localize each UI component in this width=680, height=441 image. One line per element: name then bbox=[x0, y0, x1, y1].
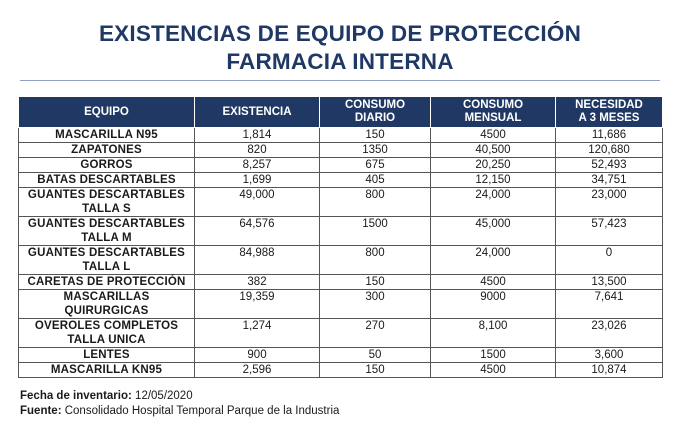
cell-existencia: 49,000 bbox=[195, 188, 320, 217]
cell-necesidad: 10,874 bbox=[556, 363, 663, 378]
header-necesidad-line1: NECESIDAD bbox=[575, 99, 643, 111]
table-row bbox=[19, 158, 663, 173]
equipo-line1: BATAS DESCARTABLES bbox=[37, 174, 176, 186]
equipo-line2: TALLA M bbox=[81, 232, 132, 244]
equipo-line2: TALLA L bbox=[82, 261, 131, 273]
cell-equipo bbox=[19, 363, 195, 378]
cell-equipo bbox=[19, 348, 195, 363]
cell-consumo-diario: 300 bbox=[320, 290, 431, 319]
cell-consumo-mensual: 4500 bbox=[431, 275, 556, 290]
equipo-line2: QUIRURGICAS bbox=[64, 305, 149, 317]
table-row bbox=[19, 188, 663, 217]
inventory-date-value: 12/05/2020 bbox=[135, 390, 193, 402]
table-row bbox=[19, 128, 663, 143]
cell-equipo bbox=[19, 158, 195, 173]
cell-necesidad: 7,641 bbox=[556, 290, 663, 319]
equipo-line1: LENTES bbox=[83, 349, 130, 361]
cell-necesidad: 23,000 bbox=[556, 188, 663, 217]
title-divider bbox=[20, 80, 660, 81]
cell-existencia: 382 bbox=[195, 275, 320, 290]
cell-existencia: 2,596 bbox=[195, 363, 320, 378]
cell-necesidad: 52,493 bbox=[556, 158, 663, 173]
header-consumo-diario-line2: DIARIO bbox=[354, 112, 396, 124]
header-consumo-mensual-line2: MENSUAL bbox=[464, 112, 522, 124]
header-existencia: EXISTENCIA bbox=[195, 97, 320, 128]
cell-existencia: 1,814 bbox=[195, 128, 320, 143]
table-row bbox=[19, 290, 663, 319]
header-consumo-diario bbox=[320, 97, 431, 128]
cell-consumo-diario: 1350 bbox=[320, 143, 431, 158]
cell-necesidad: 23,026 bbox=[556, 319, 663, 348]
cell-consumo-diario: 405 bbox=[320, 173, 431, 188]
cell-equipo bbox=[19, 290, 195, 319]
cell-equipo bbox=[19, 143, 195, 158]
cell-equipo bbox=[19, 173, 195, 188]
cell-equipo bbox=[19, 319, 195, 348]
table-row bbox=[19, 319, 663, 348]
cell-equipo bbox=[19, 275, 195, 290]
table-row bbox=[19, 143, 663, 158]
cell-necesidad: 120,680 bbox=[556, 143, 663, 158]
cell-consumo-mensual: 4500 bbox=[431, 128, 556, 143]
header-necesidad-line2: A 3 MESES bbox=[578, 112, 640, 124]
cell-existencia: 1,274 bbox=[195, 319, 320, 348]
cell-consumo-mensual: 24,000 bbox=[431, 188, 556, 217]
cell-consumo-diario: 800 bbox=[320, 246, 431, 275]
cell-consumo-mensual: 1500 bbox=[431, 348, 556, 363]
source bbox=[20, 404, 339, 419]
header-consumo-mensual bbox=[431, 97, 556, 128]
cell-equipo bbox=[19, 188, 195, 217]
table-row bbox=[19, 275, 663, 290]
cell-equipo bbox=[19, 128, 195, 143]
cell-necesidad: 0 bbox=[556, 246, 663, 275]
cell-existencia: 19,359 bbox=[195, 290, 320, 319]
table-row bbox=[19, 173, 663, 188]
table-row bbox=[19, 363, 663, 378]
cell-consumo-mensual: 24,000 bbox=[431, 246, 556, 275]
cell-equipo bbox=[19, 217, 195, 246]
cell-consumo-diario: 270 bbox=[320, 319, 431, 348]
table-row bbox=[19, 217, 663, 246]
inventory-table bbox=[18, 96, 663, 378]
cell-consumo-diario: 150 bbox=[320, 128, 431, 143]
cell-existencia: 8,257 bbox=[195, 158, 320, 173]
cell-necesidad: 3,600 bbox=[556, 348, 663, 363]
equipo-line2: TALLA UNICA bbox=[67, 334, 146, 346]
inventory-date bbox=[20, 389, 339, 404]
cell-existencia: 820 bbox=[195, 143, 320, 158]
cell-existencia: 900 bbox=[195, 348, 320, 363]
equipo-line1: CARETAS DE PROTECCIÓN bbox=[27, 276, 186, 288]
cell-consumo-diario: 675 bbox=[320, 158, 431, 173]
equipo-line1: OVEROLES COMPLETOS bbox=[34, 320, 179, 332]
equipo-line1: ZAPATONES bbox=[71, 144, 142, 156]
cell-necesidad: 57,423 bbox=[556, 217, 663, 246]
cell-necesidad: 11,686 bbox=[556, 128, 663, 143]
source-value: Consolidado Hospital Temporal Parque de la Industria bbox=[64, 405, 340, 417]
page-title bbox=[0, 20, 680, 76]
equipo-line1: MASCARILLAS bbox=[63, 291, 150, 303]
equipo-line1: MASCARILLA KN95 bbox=[50, 364, 163, 376]
cell-consumo-mensual: 20,250 bbox=[431, 158, 556, 173]
cell-consumo-mensual: 45,000 bbox=[431, 217, 556, 246]
header-consumo-mensual-line1: CONSUMO bbox=[462, 99, 524, 111]
source-label: Fuente: bbox=[20, 405, 62, 417]
inventory-date-label: Fecha de inventario: bbox=[20, 390, 132, 402]
cell-consumo-diario: 150 bbox=[320, 363, 431, 378]
equipo-line1: GUANTES DESCARTABLES bbox=[27, 218, 186, 230]
equipo-line1: GUANTES DESCARTABLES bbox=[27, 189, 186, 201]
cell-necesidad: 34,751 bbox=[556, 173, 663, 188]
title-line-2: FARMACIA INTERNA bbox=[226, 49, 454, 74]
cell-existencia: 84,988 bbox=[195, 246, 320, 275]
cell-consumo-mensual: 8,100 bbox=[431, 319, 556, 348]
cell-consumo-mensual: 9000 bbox=[431, 290, 556, 319]
header-necesidad bbox=[556, 97, 663, 128]
cell-existencia: 64,576 bbox=[195, 217, 320, 246]
title-line-1: EXISTENCIAS DE EQUIPO DE PROTECCIÓN bbox=[98, 21, 582, 46]
header-consumo-diario-line1: CONSUMO bbox=[344, 99, 406, 111]
table-row bbox=[19, 246, 663, 275]
cell-consumo-mensual: 12,150 bbox=[431, 173, 556, 188]
cell-consumo-diario: 50 bbox=[320, 348, 431, 363]
cell-consumo-mensual: 4500 bbox=[431, 363, 556, 378]
cell-existencia: 1,699 bbox=[195, 173, 320, 188]
table-header-row bbox=[19, 97, 663, 128]
cell-equipo bbox=[19, 246, 195, 275]
footer-notes bbox=[20, 389, 339, 419]
cell-consumo-mensual: 40,500 bbox=[431, 143, 556, 158]
equipo-line1: GORROS bbox=[80, 159, 133, 171]
equipo-line2: TALLA S bbox=[82, 203, 131, 215]
table-row bbox=[19, 348, 663, 363]
cell-consumo-diario: 1500 bbox=[320, 217, 431, 246]
cell-consumo-diario: 800 bbox=[320, 188, 431, 217]
equipo-line1: GUANTES DESCARTABLES bbox=[27, 247, 186, 259]
equipo-line1: MASCARILLA N95 bbox=[55, 129, 158, 141]
cell-necesidad: 13,500 bbox=[556, 275, 663, 290]
cell-consumo-diario: 150 bbox=[320, 275, 431, 290]
header-equipo: EQUIPO bbox=[19, 97, 195, 128]
